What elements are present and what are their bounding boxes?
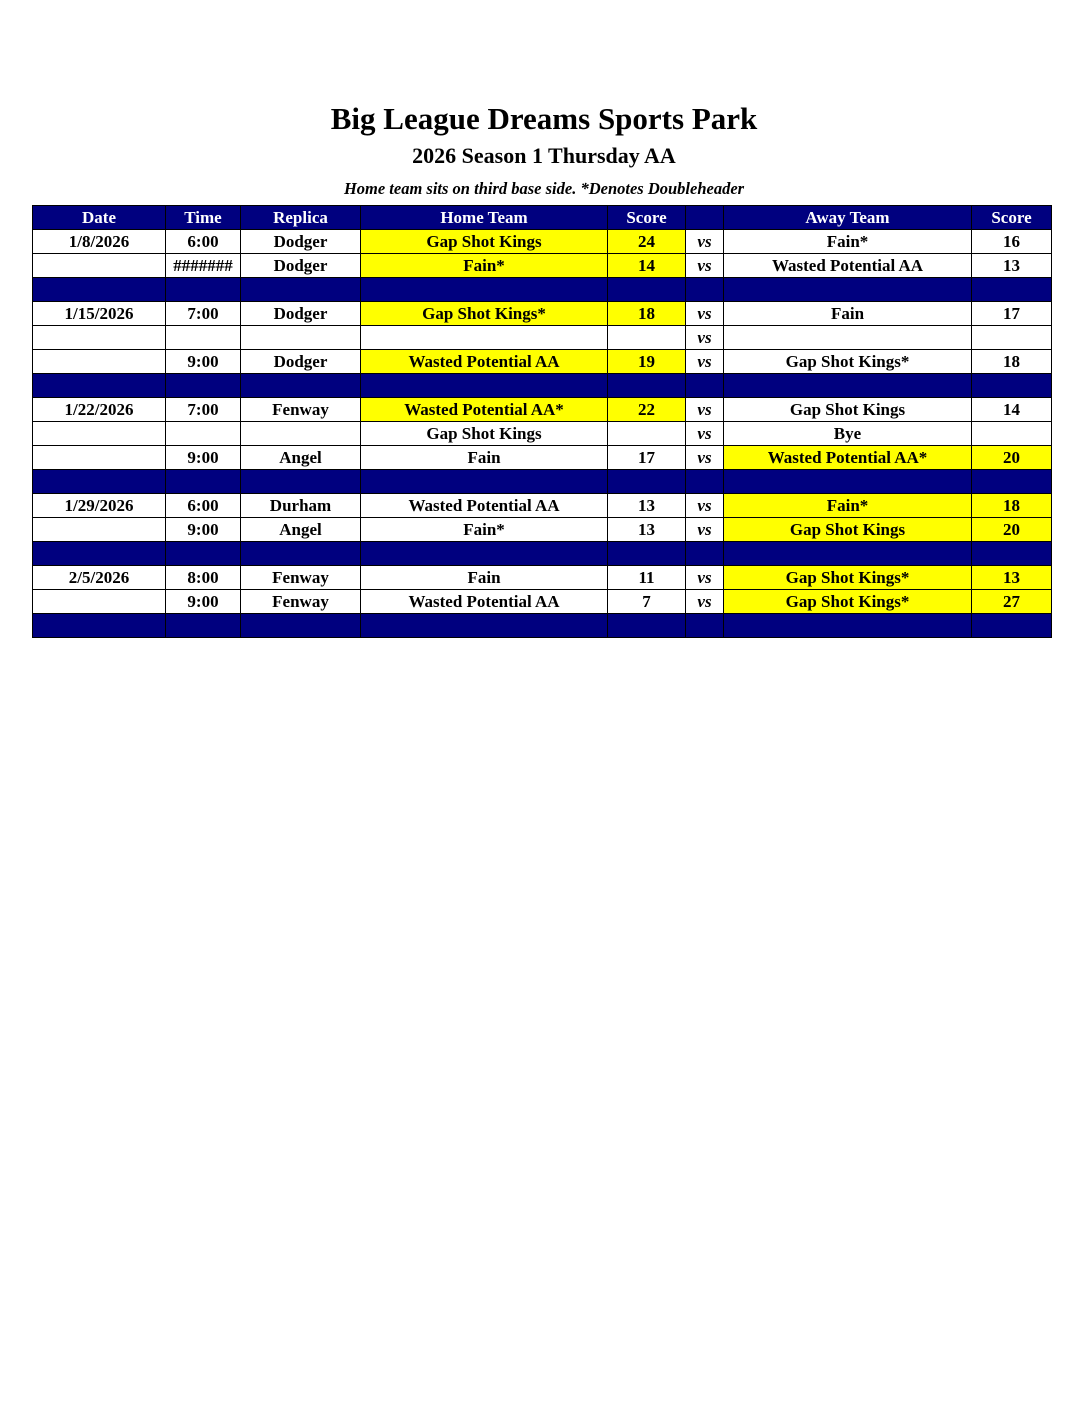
separator-cell	[241, 614, 361, 638]
header-date: Date	[33, 206, 166, 230]
home-team-cell: Wasted Potential AA*	[361, 398, 608, 422]
away-team-cell: Wasted Potential AA	[724, 254, 972, 278]
home-team-cell: Fain*	[361, 254, 608, 278]
home-team-cell: Fain*	[361, 518, 608, 542]
away-score-cell	[972, 326, 1052, 350]
away-team-cell: Bye	[724, 422, 972, 446]
separator-cell	[972, 614, 1052, 638]
header-away-team: Away Team	[724, 206, 972, 230]
separator-cell	[972, 542, 1052, 566]
vs-cell: vs	[686, 518, 724, 542]
date-cell: 1/8/2026	[33, 230, 166, 254]
home-score-cell: 18	[608, 302, 686, 326]
separator-cell	[972, 374, 1052, 398]
separator-cell	[608, 278, 686, 302]
date-cell	[33, 518, 166, 542]
time-cell: 9:00	[166, 590, 241, 614]
time-cell: 7:00	[166, 302, 241, 326]
time-cell: 6:00	[166, 494, 241, 518]
home-team-cell: Fain	[361, 446, 608, 470]
separator-cell	[166, 374, 241, 398]
replica-cell: Angel	[241, 446, 361, 470]
vs-cell: vs	[686, 230, 724, 254]
away-team-cell: Gap Shot Kings*	[724, 566, 972, 590]
date-cell: 1/29/2026	[33, 494, 166, 518]
replica-cell: Fenway	[241, 566, 361, 590]
home-team-cell: Wasted Potential AA	[361, 350, 608, 374]
separator-cell	[608, 374, 686, 398]
time-cell: 9:00	[166, 518, 241, 542]
separator-cell	[361, 470, 608, 494]
time-cell: 9:00	[166, 350, 241, 374]
game-row	[33, 446, 1052, 470]
header-home-score: Score	[608, 206, 686, 230]
separator-cell	[361, 614, 608, 638]
replica-cell: Fenway	[241, 590, 361, 614]
vs-cell: vs	[686, 590, 724, 614]
separator-cell	[241, 278, 361, 302]
replica-cell: Dodger	[241, 350, 361, 374]
away-score-cell: 18	[972, 494, 1052, 518]
separator-cell	[724, 470, 972, 494]
replica-cell	[241, 326, 361, 350]
replica-cell: Angel	[241, 518, 361, 542]
separator-cell	[686, 278, 724, 302]
away-team-cell: Gap Shot Kings	[724, 398, 972, 422]
time-cell: #######	[166, 254, 241, 278]
vs-cell: vs	[686, 398, 724, 422]
home-score-cell: 13	[608, 494, 686, 518]
separator-cell	[608, 470, 686, 494]
replica-cell: Dodger	[241, 230, 361, 254]
page-title: Big League Dreams Sports Park	[330, 101, 758, 136]
header-row	[33, 206, 1052, 230]
home-team-cell: Gap Shot Kings	[361, 422, 608, 446]
separator-cell	[33, 374, 166, 398]
schedule-table	[32, 205, 1052, 638]
schedule-body	[33, 230, 1052, 638]
separator-cell	[361, 542, 608, 566]
away-score-cell: 18	[972, 350, 1052, 374]
away-score-cell: 16	[972, 230, 1052, 254]
header-replica: Replica	[241, 206, 361, 230]
vs-cell: vs	[686, 494, 724, 518]
home-team-cell: Gap Shot Kings*	[361, 302, 608, 326]
away-score-cell: 13	[972, 254, 1052, 278]
home-score-cell: 24	[608, 230, 686, 254]
date-cell: 2/5/2026	[33, 566, 166, 590]
home-score-cell: 17	[608, 446, 686, 470]
game-row	[33, 254, 1052, 278]
week-separator-row	[33, 374, 1052, 398]
separator-cell	[241, 542, 361, 566]
separator-cell	[361, 278, 608, 302]
separator-cell	[361, 374, 608, 398]
away-score-cell: 27	[972, 590, 1052, 614]
separator-cell	[972, 278, 1052, 302]
separator-cell	[608, 614, 686, 638]
separator-cell	[724, 614, 972, 638]
home-score-cell	[608, 326, 686, 350]
away-team-cell	[724, 326, 972, 350]
separator-cell	[686, 374, 724, 398]
game-row	[33, 326, 1052, 350]
header-home-team: Home Team	[361, 206, 608, 230]
separator-cell	[241, 374, 361, 398]
home-team-cell	[361, 326, 608, 350]
separator-cell	[241, 470, 361, 494]
game-row	[33, 398, 1052, 422]
separator-cell	[724, 374, 972, 398]
away-score-cell	[972, 422, 1052, 446]
week-separator-row	[33, 278, 1052, 302]
separator-cell	[166, 614, 241, 638]
separator-cell	[686, 542, 724, 566]
separator-cell	[166, 470, 241, 494]
replica-cell	[241, 422, 361, 446]
week-separator-row	[33, 470, 1052, 494]
home-score-cell: 11	[608, 566, 686, 590]
separator-cell	[724, 542, 972, 566]
away-score-cell: 17	[972, 302, 1052, 326]
separator-cell	[33, 542, 166, 566]
time-cell: 8:00	[166, 566, 241, 590]
home-team-cell: Fain	[361, 566, 608, 590]
replica-cell: Dodger	[241, 302, 361, 326]
home-score-cell: 14	[608, 254, 686, 278]
replica-cell: Durham	[241, 494, 361, 518]
time-cell: 7:00	[166, 398, 241, 422]
date-cell: 1/15/2026	[33, 302, 166, 326]
week-separator-row	[33, 614, 1052, 638]
separator-cell	[166, 542, 241, 566]
replica-cell: Fenway	[241, 398, 361, 422]
vs-cell: vs	[686, 422, 724, 446]
game-row	[33, 566, 1052, 590]
time-cell	[166, 422, 241, 446]
home-team-cell: Wasted Potential AA	[361, 494, 608, 518]
separator-cell	[608, 542, 686, 566]
time-cell: 9:00	[166, 446, 241, 470]
home-team-cell: Wasted Potential AA	[361, 590, 608, 614]
page-subtitle: 2026 Season 1 Thursday AA	[412, 143, 676, 168]
vs-cell: vs	[686, 350, 724, 374]
vs-cell: vs	[686, 326, 724, 350]
vs-cell: vs	[686, 446, 724, 470]
date-cell	[33, 446, 166, 470]
separator-cell	[686, 614, 724, 638]
separator-cell	[166, 278, 241, 302]
away-team-cell: Gap Shot Kings*	[724, 350, 972, 374]
away-score-cell: 14	[972, 398, 1052, 422]
week-separator-row	[33, 542, 1052, 566]
header-away-score: Score	[972, 206, 1052, 230]
away-team-cell: Wasted Potential AA*	[724, 446, 972, 470]
home-score-cell: 19	[608, 350, 686, 374]
vs-cell: vs	[686, 254, 724, 278]
header-time: Time	[166, 206, 241, 230]
game-row	[33, 494, 1052, 518]
replica-cell: Dodger	[241, 254, 361, 278]
away-team-cell: Gap Shot Kings	[724, 518, 972, 542]
date-cell	[33, 350, 166, 374]
date-cell	[33, 590, 166, 614]
away-team-cell: Fain	[724, 302, 972, 326]
game-row	[33, 302, 1052, 326]
time-cell: 6:00	[166, 230, 241, 254]
home-score-cell: 7	[608, 590, 686, 614]
away-team-cell: Fain*	[724, 230, 972, 254]
separator-cell	[686, 470, 724, 494]
game-row	[33, 230, 1052, 254]
away-score-cell: 20	[972, 518, 1052, 542]
date-cell	[33, 254, 166, 278]
away-team-cell: Gap Shot Kings*	[724, 590, 972, 614]
home-score-cell	[608, 422, 686, 446]
date-cell: 1/22/2026	[33, 398, 166, 422]
away-score-cell: 20	[972, 446, 1052, 470]
game-row	[33, 518, 1052, 542]
date-cell	[33, 422, 166, 446]
vs-cell: vs	[686, 302, 724, 326]
date-cell	[33, 326, 166, 350]
home-team-cell: Gap Shot Kings	[361, 230, 608, 254]
home-score-cell: 13	[608, 518, 686, 542]
separator-cell	[33, 278, 166, 302]
vs-cell: vs	[686, 566, 724, 590]
away-team-cell: Fain*	[724, 494, 972, 518]
game-row	[33, 422, 1052, 446]
game-row	[33, 350, 1052, 374]
home-score-cell: 22	[608, 398, 686, 422]
header-vs	[686, 206, 724, 230]
time-cell	[166, 326, 241, 350]
game-row	[33, 590, 1052, 614]
separator-cell	[972, 470, 1052, 494]
separator-cell	[33, 614, 166, 638]
separator-cell	[724, 278, 972, 302]
away-score-cell: 13	[972, 566, 1052, 590]
schedule-note: Home team sits on third base side. *Denotes Doubleheader	[343, 179, 745, 198]
separator-cell	[33, 470, 166, 494]
